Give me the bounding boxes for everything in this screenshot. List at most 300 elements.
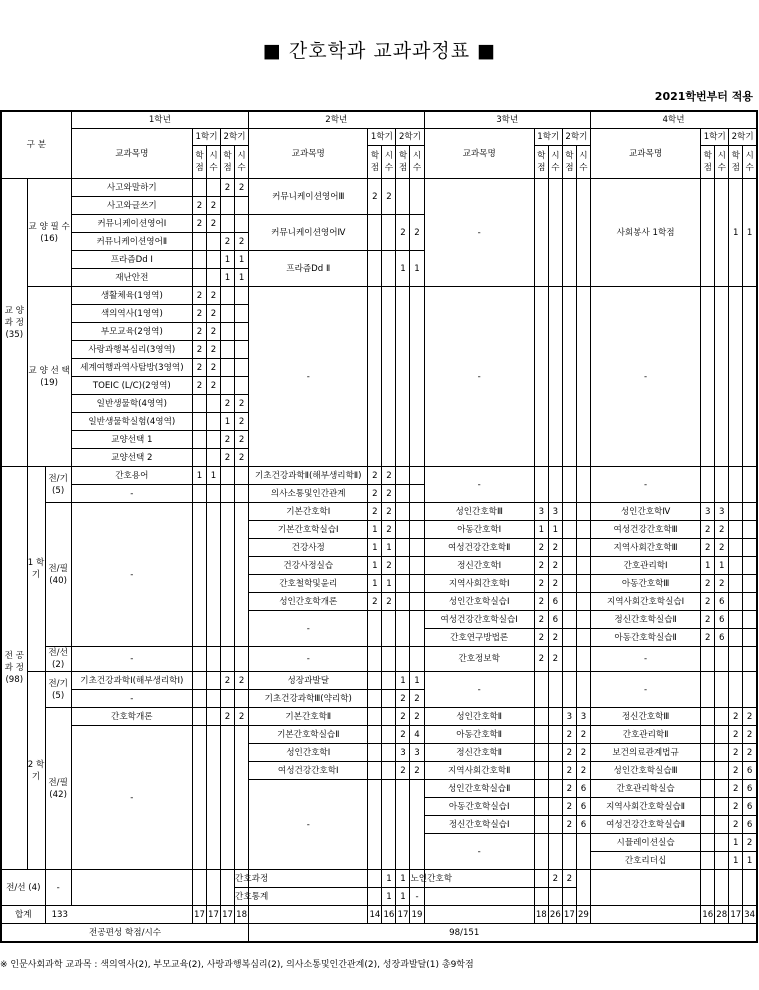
- empty-cell: [206, 503, 220, 647]
- empty-cell: [729, 647, 743, 672]
- credit-value: 2: [410, 708, 424, 726]
- empty-dash: -: [71, 485, 192, 503]
- course-name: 색의역사(1영역): [71, 305, 192, 323]
- empty-cell: [701, 467, 715, 503]
- empty-cell: [71, 870, 192, 906]
- empty-cell: [562, 467, 576, 503]
- empty-dash: -: [590, 467, 700, 503]
- credit-value: 2: [382, 521, 396, 539]
- credit-value: 2: [410, 762, 424, 780]
- course-name: 사회봉사 1학점: [590, 179, 700, 287]
- credit-value: 2: [548, 629, 562, 647]
- course-name: 여성건강간호학Ⅰ: [249, 762, 368, 780]
- credit-value: 3: [562, 708, 576, 726]
- credit-value: [382, 762, 396, 780]
- credit-value: [235, 287, 249, 305]
- empty-cell: [221, 726, 235, 870]
- credit-value: 2: [368, 467, 382, 485]
- empty-cell: [410, 647, 424, 672]
- course-name: 간호관리학Ⅰ: [590, 557, 700, 575]
- header-si: 시 수: [715, 146, 729, 179]
- credit-value: 1: [410, 672, 424, 690]
- credit-value: [729, 611, 743, 629]
- credit-value: 3: [715, 503, 729, 521]
- empty-cell: [382, 287, 396, 467]
- credit-value: [221, 359, 235, 377]
- empty-cell: [743, 287, 757, 467]
- empty-cell: [715, 287, 729, 467]
- credit-value: 2: [743, 834, 757, 852]
- credit-value: [562, 539, 576, 557]
- credit-value: 2: [206, 287, 220, 305]
- credit-value: [396, 593, 410, 611]
- header-sem1: 1학기: [192, 129, 220, 146]
- empty-dash: -: [71, 726, 192, 870]
- empty-dash: -: [71, 503, 192, 647]
- empty-cell: [701, 287, 715, 467]
- course-name: 지역사회간호학실습Ⅱ: [590, 798, 700, 816]
- empty-cell: [235, 690, 249, 708]
- credit-value: [410, 539, 424, 557]
- credit-value: [206, 449, 220, 467]
- credit-value: [221, 341, 235, 359]
- credit-value: 2: [562, 744, 576, 762]
- credit-value: [701, 726, 715, 744]
- credit-value: [206, 431, 220, 449]
- total-value: 17: [729, 906, 743, 924]
- credit-value: 3: [534, 503, 548, 521]
- credit-value: [562, 521, 576, 539]
- credit-value: 6: [715, 629, 729, 647]
- total-value: 29: [576, 906, 590, 924]
- credit-value: 2: [382, 557, 396, 575]
- credit-value: 3: [548, 503, 562, 521]
- credit-value: [715, 708, 729, 726]
- course-name: 성인간호학실습Ⅱ: [424, 780, 534, 798]
- credit-value: 1: [382, 539, 396, 557]
- credit-value: [410, 503, 424, 521]
- header-hak: 학 점: [396, 146, 410, 179]
- credit-value: 2: [410, 690, 424, 708]
- course-name: 사고와말하기: [71, 179, 192, 197]
- course-name: 간호관리학실습: [590, 780, 700, 798]
- credit-value: 1: [396, 251, 410, 287]
- credit-value: [562, 503, 576, 521]
- credit-value: 1: [368, 521, 382, 539]
- total-value: 18: [534, 906, 548, 924]
- credit-value: 2: [221, 179, 235, 197]
- course-name: 프라즘Dd Ⅱ: [249, 251, 368, 287]
- credit-value: [576, 647, 590, 672]
- credit-value: 2: [235, 449, 249, 467]
- credit-value: 2: [396, 690, 410, 708]
- credit-value: [235, 341, 249, 359]
- course-name: TOEIC (L/C)(2영역): [71, 377, 192, 395]
- credit-value: [410, 593, 424, 611]
- header-year: 2학년: [249, 111, 424, 129]
- credit-value: [534, 816, 548, 834]
- group-gyoyang: 교 양 과 정 (35): [1, 179, 27, 467]
- empty-cell: [562, 179, 576, 287]
- course-name: 간호리더십: [590, 852, 700, 870]
- empty-cell: [534, 888, 548, 906]
- header-sem1: 1학기: [368, 129, 396, 146]
- credit-value: 2: [729, 780, 743, 798]
- course-name: 간호학개론: [71, 708, 192, 726]
- credit-value: 1: [396, 870, 410, 888]
- credit-value: [410, 467, 424, 485]
- credit-value: 2: [562, 726, 576, 744]
- credit-value: [192, 708, 206, 726]
- credit-value: [534, 726, 548, 744]
- credit-value: [206, 395, 220, 413]
- course-name: 간호과정: [235, 870, 249, 888]
- credit-value: 3: [410, 744, 424, 762]
- credit-value: 2: [206, 197, 220, 215]
- credit-value: 2: [534, 575, 548, 593]
- credit-value: [368, 870, 382, 888]
- credit-value: [743, 575, 757, 593]
- credit-value: 2: [235, 708, 249, 726]
- total-value: 17: [562, 906, 576, 924]
- credit-value: 2: [701, 593, 715, 611]
- credit-value: 2: [534, 611, 548, 629]
- credit-value: 2: [715, 521, 729, 539]
- credit-value: [701, 798, 715, 816]
- empty-cell: [562, 287, 576, 467]
- credit-value: 1: [206, 467, 220, 485]
- credit-value: 2: [235, 413, 249, 431]
- total-value: 18: [235, 906, 249, 924]
- course-name: 생활체육(1영역): [71, 287, 192, 305]
- credit-value: 2: [235, 395, 249, 413]
- credit-value: 2: [368, 503, 382, 521]
- course-name: 간호용어: [71, 467, 192, 485]
- empty-cell: [548, 834, 562, 870]
- credit-value: 2: [548, 539, 562, 557]
- credit-value: [235, 359, 249, 377]
- credit-value: 1: [396, 672, 410, 690]
- credit-value: 2: [192, 287, 206, 305]
- credit-value: 2: [221, 449, 235, 467]
- header-si: 시 수: [382, 146, 396, 179]
- credit-value: [192, 269, 206, 287]
- header-hak: 학 점: [534, 146, 548, 179]
- empty-cell: [192, 870, 206, 906]
- credit-value: [562, 647, 576, 672]
- empty-cell: [534, 834, 548, 870]
- credit-value: 2: [729, 816, 743, 834]
- empty-dash: -: [249, 647, 368, 672]
- credit-value: [368, 251, 382, 287]
- credit-value: [368, 888, 382, 906]
- header-year: 4학년: [590, 111, 757, 129]
- credit-value: [729, 629, 743, 647]
- credit-value: [396, 485, 410, 503]
- credit-value: 2: [221, 708, 235, 726]
- header-hak: 학 점: [562, 146, 576, 179]
- header-sem2: 2학기: [729, 129, 757, 146]
- header-course: 교과목명: [590, 129, 700, 179]
- credit-value: 2: [562, 762, 576, 780]
- credit-value: 2: [729, 708, 743, 726]
- empty-cell: [368, 647, 382, 672]
- course-name: 성인간호학Ⅲ: [424, 503, 534, 521]
- empty-cell: [729, 287, 743, 467]
- credit-value: 2: [701, 629, 715, 647]
- credit-value: 2: [221, 233, 235, 251]
- credit-value: 2: [534, 557, 548, 575]
- credit-value: 1: [221, 251, 235, 269]
- credit-value: 2: [221, 672, 235, 690]
- credit-value: 2: [743, 744, 757, 762]
- course-name: 성인간호학Ⅳ: [590, 503, 700, 521]
- credit-value: [715, 179, 729, 287]
- credit-value: 2: [396, 762, 410, 780]
- empty-cell: [424, 906, 534, 924]
- credit-value: 2: [192, 377, 206, 395]
- credit-value: 1: [382, 888, 396, 906]
- course-name: 성장과발달: [249, 672, 368, 690]
- credit-value: [192, 179, 206, 197]
- credit-value: [368, 690, 382, 708]
- credit-value: 6: [576, 816, 590, 834]
- credit-value: [715, 798, 729, 816]
- credit-value: 2: [221, 395, 235, 413]
- header-si: 시 수: [743, 146, 757, 179]
- course-name: 일반생물학실험(4영역): [71, 413, 192, 431]
- course-name: 기본간호학Ⅱ: [249, 708, 368, 726]
- course-name: 지역사회간호학Ⅲ: [590, 539, 700, 557]
- empty-cell: [235, 647, 249, 672]
- empty-cell: [534, 672, 548, 708]
- course-name: 간호철학및윤리: [249, 575, 368, 593]
- empty-dash: -: [71, 690, 192, 708]
- credit-value: [576, 593, 590, 611]
- credit-value: [410, 521, 424, 539]
- credit-value: [206, 413, 220, 431]
- credit-value: [410, 179, 424, 215]
- course-name: 커뮤니케이션영어Ⅱ: [71, 233, 192, 251]
- empty-cell: [715, 467, 729, 503]
- credit-value: 2: [576, 726, 590, 744]
- credit-value: 2: [743, 708, 757, 726]
- credit-value: [206, 251, 220, 269]
- group-hakgi1: 1 학 기: [27, 467, 45, 672]
- credit-value: [206, 233, 220, 251]
- credit-value: 2: [534, 629, 548, 647]
- credit-value: 2: [715, 539, 729, 557]
- credit-value: 2: [548, 557, 562, 575]
- credit-value: 2: [382, 179, 396, 215]
- credit-value: 2: [576, 744, 590, 762]
- empty-cell: [743, 467, 757, 503]
- course-name: 재난안전: [71, 269, 192, 287]
- empty-cell: [396, 780, 410, 870]
- credit-value: [382, 690, 396, 708]
- empty-cell: [382, 611, 396, 647]
- empty-cell: [729, 870, 743, 906]
- credit-value: [534, 780, 548, 798]
- group-jp2: 전/필 (42): [45, 708, 71, 870]
- total-sum: 133: [45, 906, 192, 924]
- credit-value: [701, 852, 715, 870]
- credit-value: [715, 726, 729, 744]
- header-year: 1학년: [71, 111, 248, 129]
- credit-value: 1: [715, 557, 729, 575]
- empty-dash: -: [45, 870, 71, 906]
- credit-value: [192, 672, 206, 690]
- credit-value: [701, 708, 715, 726]
- empty-dash: -: [249, 780, 368, 870]
- credit-value: 2: [729, 798, 743, 816]
- credit-value: [368, 215, 382, 251]
- course-name: 정신간호학Ⅲ: [590, 708, 700, 726]
- course-name: 성인간호학실습Ⅲ: [590, 762, 700, 780]
- credit-value: [576, 503, 590, 521]
- credit-value: 1: [729, 179, 743, 287]
- credit-value: 1: [743, 179, 757, 287]
- empty-cell: [368, 780, 382, 870]
- credit-value: 1: [729, 852, 743, 870]
- header-hak: 학 점: [368, 146, 382, 179]
- empty-cell: [221, 485, 235, 503]
- empty-cell: [548, 179, 562, 287]
- credit-value: [206, 672, 220, 690]
- group-jg2: 전/기 (5): [45, 672, 71, 708]
- credit-value: 1: [221, 269, 235, 287]
- credit-value: [410, 485, 424, 503]
- course-name: 아동간호학Ⅲ: [590, 575, 700, 593]
- credit-value: 3: [701, 503, 715, 521]
- credit-value: [368, 726, 382, 744]
- empty-cell: [548, 467, 562, 503]
- credit-value: [576, 557, 590, 575]
- course-name: 교양선택 2: [71, 449, 192, 467]
- credit-value: 6: [715, 611, 729, 629]
- major-credits-label: 전공편성 학점/시수: [1, 924, 249, 943]
- credit-value: 2: [368, 179, 382, 215]
- empty-cell: [715, 647, 729, 672]
- group-js2: 전/선 (4): [1, 870, 45, 906]
- credit-value: 2: [701, 611, 715, 629]
- credit-value: [221, 305, 235, 323]
- course-name: 아동간호학실습Ⅱ: [590, 629, 700, 647]
- credit-value: 2: [534, 539, 548, 557]
- header-hak: 학 점: [729, 146, 743, 179]
- credit-value: 1: [701, 557, 715, 575]
- course-name: 커뮤니케이션영어Ⅲ: [249, 179, 368, 215]
- credit-value: [548, 816, 562, 834]
- empty-cell: [368, 611, 382, 647]
- credit-value: [562, 629, 576, 647]
- credit-value: [368, 672, 382, 690]
- credit-value: 1: [368, 575, 382, 593]
- credit-value: 2: [562, 870, 576, 888]
- credit-value: 2: [701, 521, 715, 539]
- credit-value: [410, 557, 424, 575]
- empty-cell: [729, 672, 743, 708]
- total-value: 17: [396, 906, 410, 924]
- header-si: 시 수: [235, 146, 249, 179]
- empty-cell: [206, 485, 220, 503]
- header-gubun: 구 분: [1, 111, 71, 179]
- credit-value: 2: [382, 467, 396, 485]
- credit-value: [715, 816, 729, 834]
- credit-value: 2: [382, 593, 396, 611]
- credit-value: 2: [206, 377, 220, 395]
- header-hak: 학 점: [192, 146, 206, 179]
- empty-cell: [192, 485, 206, 503]
- credit-value: [743, 539, 757, 557]
- empty-cell: [192, 503, 206, 647]
- credit-value: 2: [729, 762, 743, 780]
- header-si: 시 수: [410, 146, 424, 179]
- empty-cell: [410, 780, 424, 870]
- empty-dash: -: [249, 611, 368, 647]
- credit-value: 2: [206, 359, 220, 377]
- empty-dash: -: [424, 179, 534, 287]
- empty-cell: [410, 287, 424, 467]
- empty-cell: [221, 870, 235, 906]
- empty-dash: -: [424, 467, 534, 503]
- credit-value: [548, 744, 562, 762]
- empty-cell: [562, 834, 576, 870]
- credit-value: 2: [368, 593, 382, 611]
- course-name: 간호통계: [235, 888, 249, 906]
- course-name: 세계여행과역사탐방(3영역): [71, 359, 192, 377]
- total-value: 19: [410, 906, 424, 924]
- total-label: 합계: [1, 906, 45, 924]
- course-name: 아동간호학Ⅰ: [424, 521, 534, 539]
- course-name: 기초건강과학Ⅱ(해부생리학Ⅱ): [249, 467, 368, 485]
- credit-value: [192, 395, 206, 413]
- empty-dash: -: [424, 834, 534, 870]
- empty-cell: [235, 726, 249, 870]
- course-name: 지역사회간호학Ⅱ: [424, 762, 534, 780]
- course-name: 여성건강간호학실습Ⅰ: [424, 611, 534, 629]
- empty-cell: [590, 906, 700, 924]
- credit-value: 6: [743, 816, 757, 834]
- credit-value: [192, 233, 206, 251]
- total-value: 26: [548, 906, 562, 924]
- course-name: 시뮬레이션실습: [590, 834, 700, 852]
- credit-value: 1: [410, 251, 424, 287]
- credit-value: [235, 197, 249, 215]
- total-value: 16: [382, 906, 396, 924]
- credit-value: [396, 521, 410, 539]
- credit-value: [235, 215, 249, 233]
- course-name: 정신간호학Ⅰ: [424, 557, 534, 575]
- credit-value: [192, 431, 206, 449]
- course-name: 노인간호학: [410, 870, 424, 888]
- page-title: ■ 간호학과 교과과정표 ■: [262, 40, 497, 62]
- credit-value: [192, 413, 206, 431]
- credit-value: [548, 708, 562, 726]
- credit-value: [382, 215, 396, 251]
- credit-value: 2: [382, 485, 396, 503]
- credit-value: [235, 323, 249, 341]
- credit-value: 2: [235, 179, 249, 197]
- credit-value: [576, 611, 590, 629]
- credit-value: 2: [562, 780, 576, 798]
- credit-value: 4: [410, 726, 424, 744]
- credit-value: 6: [743, 798, 757, 816]
- credit-value: [729, 503, 743, 521]
- empty-cell: [396, 611, 410, 647]
- credit-value: [743, 557, 757, 575]
- empty-cell: [576, 672, 590, 708]
